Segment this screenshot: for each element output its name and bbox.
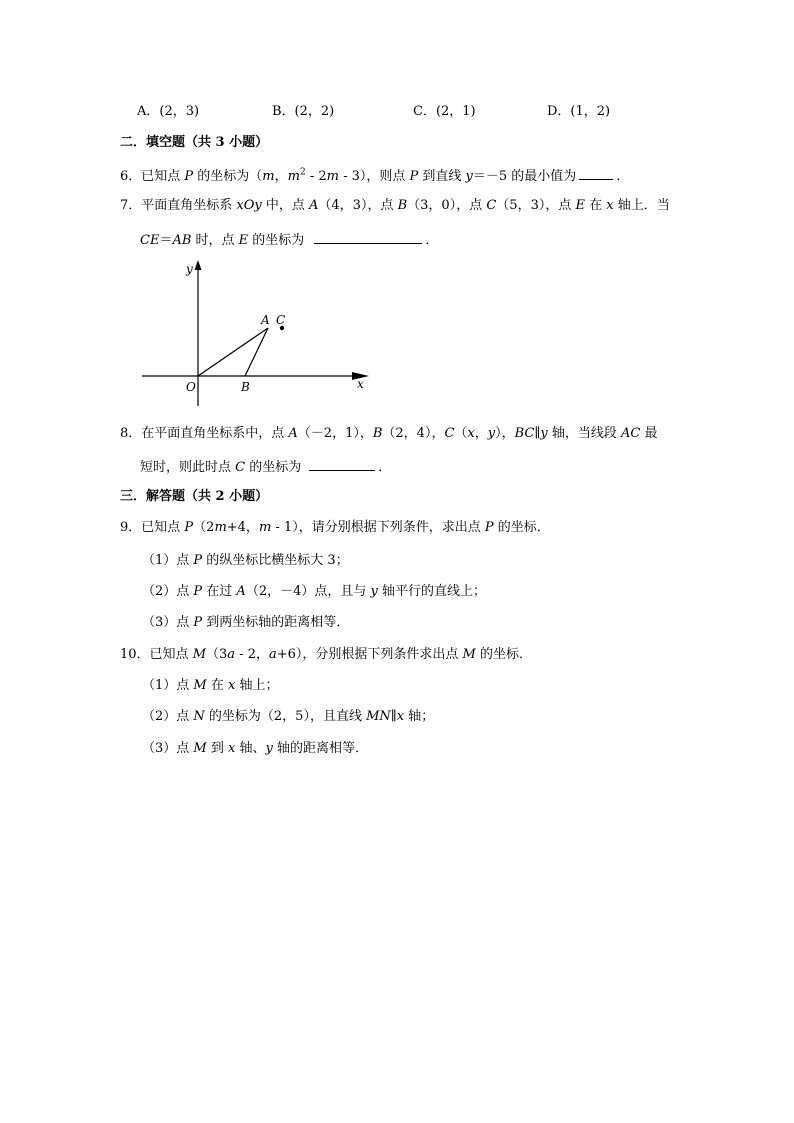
q7-var: A [309,198,319,213]
q7-text: （3，0），点 [407,198,487,213]
q7-var: B [397,198,408,213]
q9-var: y [370,584,378,599]
q9-var: P [193,584,203,599]
q10-var: M [193,741,207,756]
q8-var: C [444,426,455,441]
q6-var: m [287,169,300,184]
q9-text: - 1），请分别根据下列条件，求出点 [271,520,485,535]
question-9-part-2 [142,583,486,601]
q10-text: 的坐标为（2，5），且直线 [204,709,367,724]
q10-var: x [227,741,236,756]
q10-var: M [462,647,476,662]
q10-text: 轴上； [235,678,279,693]
q10-var: x [227,678,236,693]
point-c-label: C [276,313,286,327]
question-7-line-1 [120,197,670,215]
q6-text: ， [274,169,288,184]
q10-text: 轴、 [235,741,266,756]
y-axis-label: y [186,262,193,276]
q9-text: 轴平行的直线上； [377,584,486,599]
coordinate-figure-svg [140,258,372,410]
q6-text: ． [616,169,630,184]
q10-text: （3 [206,647,228,662]
question-10-part-1 [142,677,278,695]
q8-text: ， [474,426,488,441]
q7-var: x [606,198,614,213]
q7-var: xOy [236,198,262,213]
q8-text: ）， [495,426,515,441]
q8-text: 8．在平面直角坐标系中，点 [120,426,289,441]
q7-var: CE [140,233,160,248]
q7-text: ． [425,233,439,248]
q8-var: B [372,426,383,441]
option-d: D．(1，2) [547,104,611,119]
q7-text: 7．平面直角坐标系 [120,198,237,213]
q10-text: 轴的距离相等． [272,741,368,756]
q6-text: ＝－5 的最小值为 [472,169,577,184]
q10-var: a [268,647,277,662]
q8-text: 轴，当线段 [547,426,622,441]
q6-text: 6．已知点 [120,169,185,184]
question-9 [120,519,550,537]
q9-var: m [214,520,227,535]
q9-var: P [193,615,203,630]
section-3-title: 三．解答题（共 2 小题） [120,489,269,504]
question-8-line-1 [120,425,658,443]
q10-text: 轴； [404,709,435,724]
q6-text: 的坐标为（ [193,169,263,184]
question-10-part-2 [142,708,434,726]
q9-var: P [193,553,203,568]
q8-text: （ [454,426,468,441]
q10-var: x [396,709,405,724]
q7-text: 在 [584,198,607,213]
q10-var: MN [366,709,391,724]
option-b: B．(2，2) [272,104,335,119]
q8-var: y [487,426,496,441]
q10-var: N [193,709,205,724]
q6-text: 到直线 [418,169,466,184]
question-7-line-2 [140,229,438,250]
q10-text: ∥ [390,709,397,724]
q10-var: y [265,741,273,756]
q8-text: （－2，1）， [297,426,373,441]
q7-text: 的坐标为 [248,233,305,248]
q10-var: a [227,647,236,662]
q10-text: 10．已知点 [120,647,193,662]
q6-var: m [262,169,275,184]
segment-oa [198,328,268,376]
option-c: C．(2，1) [413,104,476,119]
q7-text: （5，3），点 [496,198,576,213]
y-axis-arrow [195,260,202,270]
section-2-title: 二．填空题（共 3 小题） [120,135,269,150]
question-9-part-3 [142,614,349,632]
q8-var: AC [621,426,641,441]
q8-text: （2，4）， [382,426,445,441]
q10-text: 的坐标． [475,647,532,662]
question-6 [120,165,629,186]
q7-text: ＝ [159,233,173,248]
q9-var: A [236,584,246,599]
q9-text: 9．已知点 [120,520,185,535]
question-8-line-2 [140,456,391,477]
q8-var: y [540,426,548,441]
q8-var: x [467,426,475,441]
point-b-label: B [241,380,250,394]
question-10 [120,646,532,664]
q6-text: - 2 [305,169,327,184]
q7-var: E [238,233,249,248]
question-10-part-3 [142,740,368,758]
q6-text: - 3），则点 [338,169,410,184]
q9-text: 在过 [202,584,237,599]
q8-text: 短时，则此时点 [140,460,236,475]
q10-text: （1）点 [142,678,194,693]
q10-var: M [193,678,207,693]
q7-text: 中，点 [261,198,310,213]
q9-text: （2 [193,520,215,535]
q10-text: - 2， [235,647,269,662]
q9-text: （1）点 [142,553,194,568]
q9-text: 的坐标． [493,520,550,535]
origin-label: O [186,380,196,394]
q7-text: 时，点 [191,233,239,248]
q9-var: P [184,520,194,535]
q9-var: P [484,520,494,535]
q7-var: AB [172,233,192,248]
option-a: A．(2，3) [137,104,200,119]
point-a-label: A [261,313,270,327]
q10-var: M [192,647,206,662]
q7-var: C [486,198,497,213]
q8-text: ∥ [534,426,541,441]
q6-var: P [409,169,419,184]
coordinate-figure [140,258,372,410]
q10-text: 在 [206,678,228,693]
q8-text: 的坐标为 [245,460,302,475]
q6-var: y [465,169,473,184]
q9-text: （2）点 [142,584,194,599]
q7-text: 轴上．当 [613,198,670,213]
q9-var: m [258,520,272,535]
q8-text: ． [378,460,392,475]
q8-var: BC [514,426,535,441]
q8-var: A [288,426,298,441]
q9-text: +4， [226,520,259,535]
q6-exponent: 2 [299,167,306,178]
q9-text: （3）点 [142,615,194,630]
q6-var: m [326,169,339,184]
q6-var: P [184,169,194,184]
question-9-part-1 [142,552,349,570]
x-axis-label: x [357,377,364,391]
q8-answer-blank [309,456,375,471]
q9-text: 的纵坐标比横坐标大 3； [202,553,349,568]
q10-text: 到 [206,741,228,756]
q9-text: （2，－4）点，且与 [245,584,371,599]
q8-var: C [235,460,246,475]
q7-text: （4，3），点 [318,198,398,213]
q8-text: 最 [640,426,658,441]
q10-text: （3）点 [142,741,194,756]
q7-var: E [575,198,585,213]
q10-text: （2）点 [142,709,194,724]
q9-text: 到两坐标轴的距离相等． [202,615,350,630]
q10-text: +6），分别根据下列条件求出点 [276,647,463,662]
q6-answer-blank [579,165,613,180]
q7-answer-blank [314,229,422,244]
